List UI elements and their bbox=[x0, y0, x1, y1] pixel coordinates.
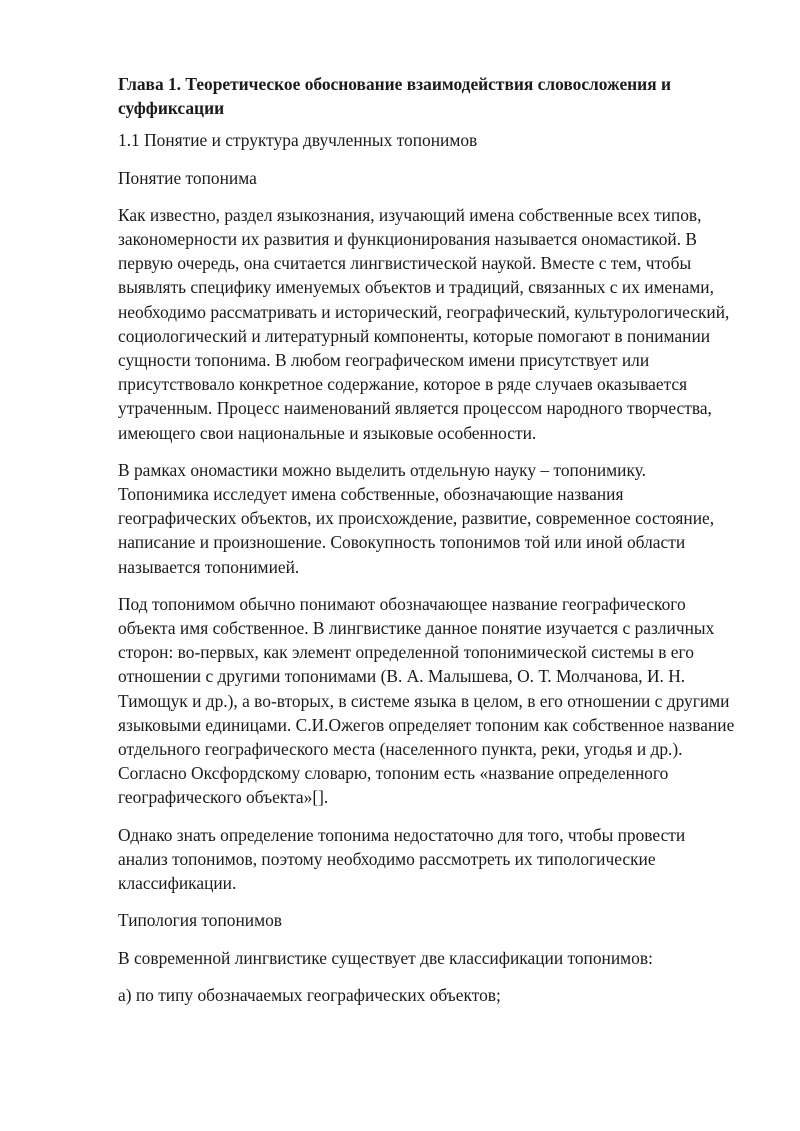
paragraph: Как известно, раздел языкознания, изучающий имена собственные всех типов, закономерности их развития и функционирования называется ономастикой. В первую очередь, она считается лингвистической наукой. Вместе с тем, чтобы выявлять специфику именуемых объектов и традиций, связанных с их именами, необходимо рассматривать и исторический, географический, культурологический, социологический и литературный компоненты, которые помогают в понимании сущности топонима. В любом географическом имени присутствует или присутствовало конкретное содержание, которое в ряде случаев оказывается утраченным. Процесс наименований является процессом народного творчества, имеющего свои национальные и языковые особенности. bbox=[118, 204, 730, 443]
paragraph: В рамках ономастики можно выделить отдельную науку – топонимику. Топонимика исследует имена собственные, обозначающие названия географических объектов, их происхождение, развитие, современное состояние, написание и произношение. Совокупность топонимов той или иной области называется топонимией. bbox=[118, 459, 715, 577]
document-page bbox=[118, 72, 738, 1020]
list-item: а) по типу обозначаемых географических объектов; bbox=[118, 984, 501, 1005]
subheading-toponym-concept: Понятие топонима bbox=[118, 167, 257, 188]
chapter-title: Глава 1. Теоретическое обоснование взаимодействия словосложения и суффиксации bbox=[118, 74, 671, 119]
subheading-toponym-typology: Типология топонимов bbox=[118, 910, 283, 931]
paragraph: Под топонимом обычно понимают обозначающее название географического объекта имя собственное. В лингвистике данное понятие изучается с различных сторон: во-первых, как элемент определенной топонимической системы в его отношении с другими топонимами (В. А. Малышева, О. Т. Молчанова, И. Н. Тимощук и др.), а во-вторых, в системе языка в целом, в его отношении с другими языковыми единицами. С.И.Ожегов определяет топоним как собственное название отдельного географического места (населенного пункта, реки, угодья и др.). Согласно Оксфордскому словарю, топоним есть «название определенного географического объекта»[]. bbox=[118, 593, 735, 808]
paragraph: В современной лингвистике существует две классификации топонимов: bbox=[118, 947, 653, 968]
paragraph: Однако знать определение топонима недостаточно для того, чтобы провести анализ топонимов, поэтому необходимо рассмотреть их типологические классификации. bbox=[118, 824, 686, 894]
section-title: 1.1 Понятие и структура двучленных топонимов bbox=[118, 130, 478, 151]
